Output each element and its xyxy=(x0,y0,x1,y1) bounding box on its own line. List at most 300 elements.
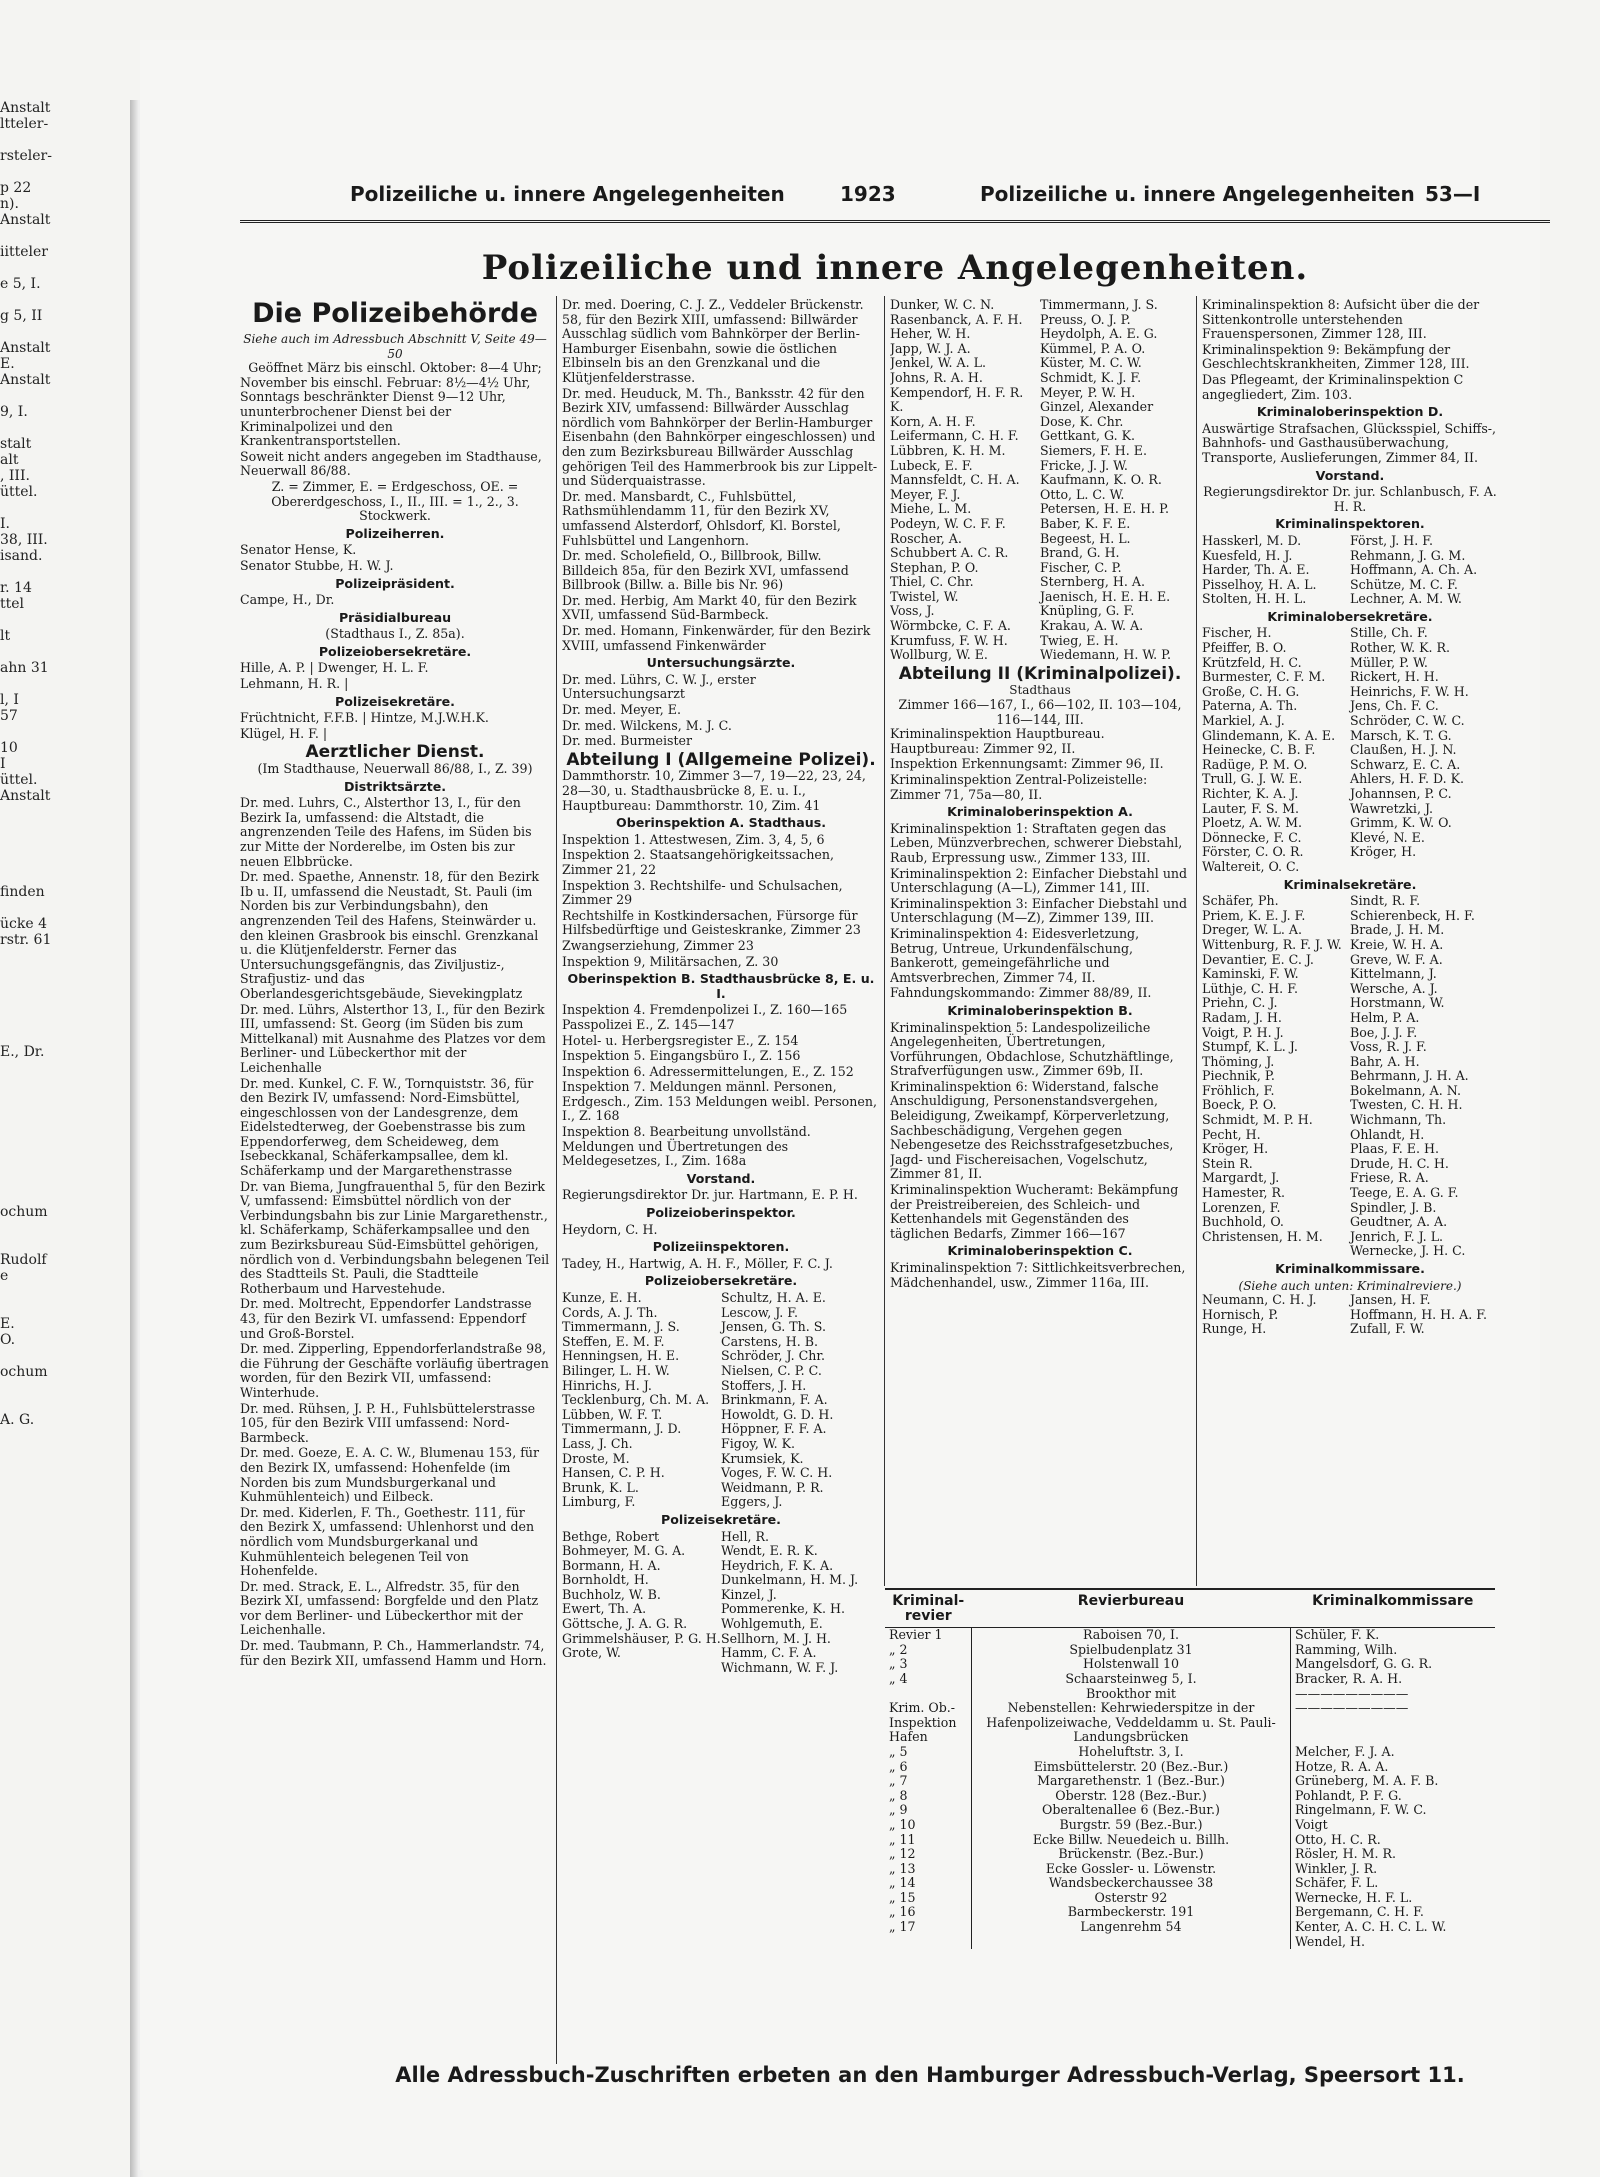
margin-fragment: Anstalt xyxy=(0,372,51,388)
list-item: Schröder, C. W. C. xyxy=(1350,713,1465,729)
table-cell: „ 17 xyxy=(889,1919,916,1935)
list-item: Kröger, H. xyxy=(1202,1141,1269,1157)
table-cell: Rösler, H. M. R. xyxy=(1295,1846,1397,1862)
section-heading: Vorstand. xyxy=(1315,467,1385,483)
table-cell: „ 16 xyxy=(889,1904,916,1920)
column-abteilung-1 xyxy=(562,298,880,2058)
table-cell: „ 12 xyxy=(889,1846,916,1862)
margin-fragment xyxy=(0,420,128,436)
table-cell: Brookthor mit xyxy=(972,1687,1291,1702)
list-item: Thöming, J. xyxy=(1202,1053,1275,1069)
paragraph: Kriminalinspektion 4: Eidesverletzung, Betrug, Untreue, Urkundenfälschung, Bankerott, gemeingefährliche und Amtsverbrechen, Zimmer 74, II. xyxy=(890,925,1140,985)
list-item: Lechner, A. M. W. xyxy=(1350,591,1462,607)
list-item: Meyer, F. J. xyxy=(890,486,961,502)
section-heading: Distriktsärzte. xyxy=(343,778,447,794)
margin-fragment: I xyxy=(0,756,6,772)
list-item: Först, J. H. F. xyxy=(1350,532,1434,548)
paragraph: Zwangserziehung, Zimmer 23 xyxy=(562,937,754,953)
list-item: Hinrichs, H. J. xyxy=(562,1377,652,1393)
paragraph: Dr. med. Herbig, Am Markt 40, für den Bezirk XVII, umfassend Süd-Barmbeck. xyxy=(562,592,857,623)
margin-fragment xyxy=(0,1188,128,1204)
margin-fragment xyxy=(0,1348,128,1364)
paragraph: Rechtshilfe in Kostkindersachen, Fürsorge für Hilfsbedürftige und Geisteskranke, Zimmer 23 xyxy=(562,907,861,938)
column-divider xyxy=(556,296,557,2064)
list-item: Wiedemann, H. W. P. xyxy=(1040,647,1172,663)
margin-fragment xyxy=(0,1220,128,1236)
name-list-right xyxy=(1350,534,1498,607)
list-item: Mannsfeldt, C. H. A. xyxy=(890,472,1020,488)
list-item: Krakau, A. W. A. xyxy=(1040,618,1144,634)
margin-fragment xyxy=(0,228,128,244)
paragraph: Dr. med. Kunkel, C. F. W., Tornquiststr. 36, für den Bezirk IV, umfassend: Nord-Eimsbüttel, eingeschlossen von der Landesgrenze, dem Eidelstedterweg, der Goebenstrasse bis zum Eppendorferweg, dem Scheideweg, dem Isebeckkanal, Schäferkampsallee, dem kl. Schäferkamp und der Margarethenstrasse xyxy=(240,1075,534,1179)
margin-fragment xyxy=(0,900,128,916)
table-cell: Kenter, A. C. H. C. L. W. xyxy=(1295,1919,1447,1935)
list-item: Dreger, W. L. A. xyxy=(1202,922,1302,938)
paragraph: Senator Stubbe, H. W. J. xyxy=(240,557,394,573)
paragraph: Kriminalinspektion 1: Straftaten gegen das Leben, Münzverbrechen, schwerer Diebstahl, Raub, Erpressung usw., Zimmer 133, III. xyxy=(890,820,1183,865)
section-heading: Untersuchungsärzte. xyxy=(646,655,796,671)
margin-fragment: e xyxy=(0,1268,9,1284)
paragraph: Klügel, H. F. | xyxy=(240,725,328,741)
margin-fragment: 57 xyxy=(0,708,18,724)
list-item: Richter, K. A. J. xyxy=(1202,786,1299,801)
paragraph: Inspektion 2. Staatsangehörigkeitssachen, Zimmer 21, 22 xyxy=(562,847,835,877)
list-item: Voges, F. W. C. H. xyxy=(721,1465,833,1481)
list-item: Wawretzki, J. xyxy=(1350,800,1434,816)
paragraph: Dr. med. Homann, Finkenwärder, für den Bezirk XVIII, umfassend Finkenwärder xyxy=(562,623,871,653)
table-row xyxy=(885,1657,1495,1672)
margin-fragment: üttel. xyxy=(0,772,38,788)
table-cell: Osterstr 92 xyxy=(972,1891,1291,1906)
list-item: Förster, C. O. R. xyxy=(1202,844,1304,860)
list-item: Devantier, E. C. J. xyxy=(1202,951,1314,967)
table-cell: Spielbudenplatz 31 xyxy=(972,1643,1291,1658)
paragraph: Dammthorstr. 10, Zimmer 3—7, 19—22, 23, 24, 28—30, u. Stadthausbrücke 8, E. u. I., Hauptbureau: Dammthorstr. 10, Zim. 41 xyxy=(562,768,866,813)
paragraph: Dr. med. Mansbardt, C., Fuhlsbüttel, Rathsmühlendamm 11, für den Bezirk XV, umfassend Alsterdorf, Ohlsdorf, Kl. Borstel, Fuhlsbüttel und Langenhorn. xyxy=(562,488,841,548)
margin-fragment: , III. xyxy=(0,468,30,484)
section-heading: Polizeiobersekretäre. xyxy=(318,643,472,659)
table-cell: „ 10 xyxy=(889,1816,916,1832)
list-item: Twistel, W. xyxy=(890,588,959,604)
table-row xyxy=(885,1687,1495,1702)
table-cell: „ 14 xyxy=(889,1875,916,1891)
margin-fragment xyxy=(0,324,128,340)
list-item: Jaenisch, H. E. H. E. xyxy=(1040,588,1171,604)
table-row xyxy=(885,1891,1495,1906)
list-item: Schultz, H. A. E. xyxy=(721,1290,826,1305)
paragraph: Inspektion 8. Bearbeitung unvollständ. Meldungen und Übertretungen des Meldegesetzes, I., Zim. 168a xyxy=(562,1124,811,1169)
name-list-left xyxy=(1202,626,1350,874)
paragraph: Dr. med. Zipperling, Eppendorferlandstraße 98, die Führung der Geschäfte vorläufig übertragen worden, für den Bezirk VII, umfassend: Winterhude. xyxy=(240,1341,549,1400)
list-item: Fischer, C. P. xyxy=(1040,559,1122,575)
table-row xyxy=(885,1701,1495,1745)
margin-fragment: p 22 xyxy=(0,180,32,196)
table-cell: Mangelsdorf, G. G. R. xyxy=(1295,1656,1433,1672)
note-text: Siehe auch im Adressbuch Abschnitt V, Seite 49—50 xyxy=(243,332,547,361)
name-list-right xyxy=(721,1530,880,1676)
section-heading: Kriminaloberinspektion C. xyxy=(947,1243,1133,1259)
name-list-left xyxy=(1202,1293,1350,1337)
margin-fragment xyxy=(0,1124,128,1140)
table-row xyxy=(885,1774,1495,1789)
list-item: Gettkant, G. K. xyxy=(1040,428,1135,444)
list-item: Krützfeld, H. C. xyxy=(1202,654,1302,670)
paragraph: Auswärtige Strafsachen, Glücksspiel, Schiffs-, Bahnhofs- und Gasthausüberwachung, Transporte, Auslieferungen, Zimmer 84, II. xyxy=(1202,420,1497,465)
margin-fragment: rstr. 61 xyxy=(0,932,52,948)
paragraph: Lehmann, H. R. | xyxy=(240,676,349,692)
paragraph: Kriminalinspektion 3: Einfacher Diebstahl und Unterschlagung (M—Z), Zimmer 139, III. xyxy=(890,895,1188,926)
list-item: Meyer, P. W. H. xyxy=(1040,384,1136,400)
list-item: Schierenbeck, H. F. xyxy=(1350,907,1475,923)
list-item: Rickert, H. H. xyxy=(1350,669,1439,685)
list-item: Bohmeyer, M. G. A. xyxy=(562,1543,686,1559)
table-cell: Brückenstr. (Bez.-Bur.) xyxy=(972,1847,1291,1862)
list-item: Plaas, F. E. H. xyxy=(1350,1141,1439,1157)
table-cell: Wandsbeckerchaussee 38 xyxy=(972,1876,1291,1891)
list-item: Roscher, A. xyxy=(890,530,962,546)
list-item: Krumsiek, K. xyxy=(721,1450,804,1466)
margin-fragment: rsteler- xyxy=(0,148,52,164)
list-item: Schmidt, M. P. H. xyxy=(1202,1112,1313,1128)
margin-fragment xyxy=(0,1140,128,1156)
margin-fragment xyxy=(0,1300,128,1316)
list-item: Rasenbanck, A. F. H. xyxy=(890,311,1023,327)
list-item: Stolten, H. H. L. xyxy=(1202,591,1307,607)
list-item: Radüge, P. M. O. xyxy=(1202,756,1308,772)
margin-fragment xyxy=(0,836,128,852)
section-heading: Kriminalinspektoren. xyxy=(1275,516,1425,532)
list-item: Heydolph, A. E. G. xyxy=(1040,326,1158,342)
list-item: Waltereit, O. C. xyxy=(1202,858,1300,874)
paragraph: Regierungsdirektor Dr. jur. Hartmann, E. P. H. xyxy=(562,1187,858,1203)
list-item: Bahr, A. H. xyxy=(1350,1053,1420,1069)
paragraph: Dr. med. Lührs, Alsterthor 13, I., für den Bezirk III, umfassend: St. Georg (im Süden bis zum Mittelkanal) mit Ausnahme des Platzes vor dem Berliner- und Lübeckerthor mit der Leichenhalle xyxy=(240,1001,546,1075)
table-cell: Hoheluftstr. 3, I. xyxy=(972,1745,1291,1760)
list-item: Stein R. xyxy=(1202,1155,1253,1171)
section-heading: Präsidialbureau xyxy=(338,609,452,625)
list-item: Lubeck, E. F. xyxy=(890,457,973,473)
list-item: Brade, J. H. M. xyxy=(1350,922,1445,938)
list-item: Buchholz, W. B. xyxy=(562,1586,661,1602)
margin-fragment xyxy=(0,1380,128,1396)
paragraph: Kriminalinspektion 2: Einfacher Diebstahl und Unterschlagung (A—L), Zimmer 141, III. xyxy=(890,865,1188,896)
name-list-left xyxy=(890,298,1040,663)
list-item: Ploetz, A. W. M. xyxy=(1202,815,1302,831)
list-item: Burmester, C. F. M. xyxy=(1202,669,1326,685)
list-item: Schäfer, Ph. xyxy=(1202,893,1279,909)
section-heading: Oberinspektion A. Stadthaus. xyxy=(615,815,826,831)
list-item: Fischer, H. xyxy=(1202,625,1272,641)
list-item: Schmidt, K. J. F. xyxy=(1040,369,1142,385)
list-item: Grimm, K. W. O. xyxy=(1350,815,1452,831)
table-cell xyxy=(885,1935,972,1950)
table-cell: Otto, H. C. R. xyxy=(1295,1831,1381,1847)
paragraph: Hille, A. P. | Dwenger, H. L. F. xyxy=(240,660,429,676)
margin-fragment: alt xyxy=(0,452,19,468)
list-item: Pfeiffer, B. O. xyxy=(1202,640,1287,656)
table-cell: Grüneberg, M. A. F. B. xyxy=(1295,1773,1439,1789)
list-item: Rehmann, J. G. M. xyxy=(1350,547,1466,563)
section-heading: Polizeioberinspektor. xyxy=(646,1205,796,1221)
list-item: Stumpf, K. L. J. xyxy=(1202,1039,1298,1055)
list-item: Wendt, E. R. K. xyxy=(721,1543,818,1559)
list-item: Wittenburg, R. F. J. W. xyxy=(1202,936,1342,952)
table-cell: Burgstr. 59 (Bez.-Bur.) xyxy=(972,1818,1291,1833)
table-row xyxy=(885,1818,1495,1833)
list-item: Kaufmann, K. O. R. xyxy=(1040,472,1162,488)
list-item: Heinecke, C. B. F. xyxy=(1202,742,1316,758)
column-kriminal xyxy=(1202,298,1498,1588)
list-item: Grote, W. xyxy=(562,1645,621,1661)
list-item: Siemers, F. H. E. xyxy=(1040,442,1147,458)
table-cell xyxy=(885,1687,972,1702)
list-item: Zufall, F. W. xyxy=(1350,1321,1425,1337)
paragraph: Inspektion 1. Attestwesen, Zim. 3, 4, 5, 6 xyxy=(562,831,825,847)
list-item: Heinrichs, F. W. H. xyxy=(1350,683,1469,699)
list-item: Heher, W. H. xyxy=(890,326,971,342)
paragraph: Kriminalinspektion 6: Widerstand, falsche Anschuldigung, Personenstandsvergehen, Beleidigung, Zweikampf, Körperverletzung, Sachbeschädigung, Vergehen gegen Nebengesetze des Reichsstrafgesetzbuches, Jagd- und Fischereisachen, Vogelschutz, Zimmer 81, II. xyxy=(890,1078,1174,1182)
table-cell: Oberstr. 128 (Bez.-Bur.) xyxy=(972,1789,1291,1804)
table-header: Kriminalkommissare xyxy=(1291,1589,1496,1628)
margin-fragment xyxy=(0,676,128,692)
list-item: Teege, E. A. G. F. xyxy=(1350,1185,1459,1201)
section-heading: Kriminalkommissare. xyxy=(1275,1261,1425,1276)
list-item: Ginzel, Alexander xyxy=(1040,399,1154,415)
paragraph: Dr. med. Goeze, E. A. C. W., Blumenau 153, für den Bezirk IX, umfassend: Hohenfelde (im Norden bis zum Mundsburgerkanal und Kuhmühlenteich) und Eilbeck. xyxy=(240,1445,539,1505)
table-cell: Raboisen 70, I. xyxy=(972,1628,1291,1643)
paragraph: Tadey, H., Hartwig, A. H. F., Möller, F. C. J. xyxy=(562,1255,833,1271)
publisher-footer: Alle Adressbuch-Zuschriften erbeten an den Hamburger Adressbuch-Verlag, Speersort 11. xyxy=(395,2063,1465,2087)
paragraph: Kriminalinspektion Wucheramt: Bekämpfung der Preistreibereien, des Schleich- und Kettenhandels mit Gegenständen des täglichen Bedarfs, Zimmer 166—167 xyxy=(890,1182,1179,1241)
paragraph: Dr. med. Wilckens, M. J. C. xyxy=(562,717,732,733)
table-row xyxy=(885,1789,1495,1804)
margin-fragment xyxy=(0,1156,128,1172)
paragraph: Kriminalinspektion Zentral-Polizeistelle: Zimmer 71, 75a—80, II. xyxy=(890,772,1148,802)
margin-fragment: r. 14 xyxy=(0,580,32,596)
margin-fragment: 10 xyxy=(0,740,18,756)
margin-fragment xyxy=(0,564,128,580)
obersekretaere-list xyxy=(1202,626,1498,874)
list-item: Japp, W. J. A. xyxy=(890,340,971,356)
margin-fragment: Anstalt xyxy=(0,788,51,804)
page-title: Polizeiliche und innere Angelegenheiten. xyxy=(481,248,1309,288)
margin-fragment: iitteler xyxy=(0,244,48,260)
list-item: Stoffers, J. H. xyxy=(721,1377,807,1393)
margin-fragment: Rudolf xyxy=(0,1252,47,1268)
table-cell: „ 4 xyxy=(889,1670,908,1686)
list-item: Wohlgemuth, E. xyxy=(721,1616,823,1632)
list-item: Brand, G. H. xyxy=(1040,545,1120,561)
table-cell: Margarethenstr. 1 (Bez.-Bur.) xyxy=(972,1774,1291,1789)
margin-fragment xyxy=(0,804,128,820)
section-heading: Polizeisekretäre. xyxy=(335,693,455,709)
paragraph: Kriminalinspektion Hauptbureau. Hauptbureau: Zimmer 92, II. xyxy=(890,726,1105,756)
margin-fragment xyxy=(0,644,128,660)
running-header xyxy=(350,182,1490,210)
list-item: Jens, Ch. F. C. xyxy=(1350,698,1439,714)
list-item: Sindt, R. F. xyxy=(1350,893,1421,909)
list-item: Cords, A. J. Th. xyxy=(562,1304,658,1320)
list-item: Baber, K. F. E. xyxy=(1040,515,1131,531)
table-row xyxy=(885,1628,1495,1643)
paragraph: Dr. med. Kiderlen, F. Th., Goethestr. 111, für den Bezirk X, umfassend: Uhlenhorst und den nördlich vom Mundsburgerkanal und Kuhmühlenteich belegenen Teil von Hohenfelde. xyxy=(240,1504,535,1579)
margin-fragment: E., Dr. xyxy=(0,1044,45,1060)
name-list-left xyxy=(1202,894,1350,1259)
column-abteilung-2 xyxy=(890,298,1190,1588)
list-item: Pecht, H. xyxy=(1202,1126,1261,1142)
list-item: Twesten, C. H. H. xyxy=(1350,1097,1463,1113)
list-item: Neumann, C. H. J. xyxy=(1202,1292,1317,1308)
list-item: Lass, J. Ch. xyxy=(562,1435,633,1451)
list-item: Christensen, H. M. xyxy=(1202,1228,1323,1244)
table-row xyxy=(885,1862,1495,1877)
list-item: Timmermann, J. S. xyxy=(1040,298,1158,312)
paragraph: November bis einschl. Februar: 8½—4½ Uhr, Sonntags beschränkter Dienst 9—12 Uhr, ununterbrochener Dienst bei der Kriminalpolizei und den Krankentransportstellen. xyxy=(240,374,531,449)
list-item: Schütze, M. C. F. xyxy=(1350,576,1458,592)
paragraph: Dr. med. Moltrecht, Eppendorfer Landstrasse 43, für den Bezirk VI. umfassend: Eppendorf und Groß-Borstel. xyxy=(240,1296,532,1341)
list-item: Lauter, F. S. M. xyxy=(1202,800,1300,816)
table-row xyxy=(885,1803,1495,1818)
paragraph: Inspektion Erkennungsamt: Zimmer 96, II. xyxy=(890,756,1164,772)
table-cell: Schäfer, F. L. xyxy=(1295,1875,1379,1891)
paragraph: Kriminalinspektion 7: Sittlichkeitsverbrechen, Mädchenhandel, usw., Zimmer 116a, III. xyxy=(890,1260,1186,1290)
list-item: Hoffmann, H. H. A. F. xyxy=(1350,1306,1488,1322)
list-item: Boeck, P. O. xyxy=(1202,1097,1277,1113)
table-cell: Schüler, F. K. xyxy=(1295,1627,1380,1643)
table-cell: „ 5 xyxy=(889,1743,908,1759)
paragraph: Inspektion 3. Rechtshilfe- und Schulsachen, Zimmer 29 xyxy=(562,877,843,908)
margin-fragment: A. G. xyxy=(0,1412,35,1428)
list-item: Kreie, W. H. A. xyxy=(1350,936,1444,952)
list-item: Höppner, F. F. A. xyxy=(721,1421,827,1437)
list-item: Buchhold, O. xyxy=(1202,1214,1284,1230)
list-item: Göttsche, J. A. G. R. xyxy=(562,1616,688,1632)
list-item: Kuesfeld, H. J. xyxy=(1202,547,1293,563)
paragraph: Dr. med. Scholefield, O., Billbrook, Billw. Billdeich 85a, für den Bezirk XVI, umfassend Billbrook (Billw. a. Bille bis Nr. 96) xyxy=(562,548,849,593)
list-item: Ewert, Th. A. xyxy=(562,1601,647,1617)
list-item: Jenkel, W. A. L. xyxy=(890,355,986,371)
table-row xyxy=(885,1833,1495,1848)
margin-fragment xyxy=(0,964,128,980)
table-row xyxy=(885,1920,1495,1935)
list-item: Wichmann, W. F. J. xyxy=(721,1659,839,1675)
section-heading: Kriminalobersekretäre. xyxy=(1267,608,1433,624)
table-row xyxy=(885,1643,1495,1658)
centered-text: Zimmer 166—167, I., 66—102, II. 103—104, 116—144, III. xyxy=(898,697,1182,727)
table-row xyxy=(885,1935,1495,1950)
list-item: Priehn, C. J. xyxy=(1202,995,1278,1011)
list-item: Heydrich, F. K. A. xyxy=(721,1557,834,1573)
table-cell: „ 7 xyxy=(889,1773,908,1789)
list-item: Voss, R. J. F. xyxy=(1350,1039,1427,1055)
paragraph: Campe, H., Dr. xyxy=(240,592,335,608)
table-cell: ————————— xyxy=(1295,1700,1409,1716)
list-item: Limburg, F. xyxy=(562,1494,636,1510)
table-cell: „ 9 xyxy=(889,1802,908,1818)
paragraph: Dr. med. Spaethe, Annenstr. 18, für den Bezirk Ib u. II, umfassend die Neustadt, St. Pauli (im Norden bis zur Verbindungsbahn), den angrenzenden Teil des Hafens, Steinwärder u. den kleinen Grasbrook bis einschl. Grenzkanal u. die Klütjenfelderstr. Ferner das Untersuchungsgefängnis, das Ziviljustiz-, Strafjustiz- und das Oberlandesgerichtsgebäude, Sievekingplatz xyxy=(240,869,540,1001)
table-cell: „ 8 xyxy=(889,1787,908,1803)
list-item: Glindemann, K. A. E. xyxy=(1202,727,1336,743)
paragraph: Dr. med. Lührs, C. W. J., erster Untersuchungsarzt xyxy=(562,671,756,702)
table-cell xyxy=(972,1935,1291,1950)
sekretaere-list-cont xyxy=(890,298,1190,663)
list-item: Wollburg, W. E. xyxy=(890,647,988,663)
list-item: Dunker, W. C. N. xyxy=(890,298,995,312)
paragraph: Inspektion 7. Meldungen männl. Personen, Erdgesch., Zim. 153 Meldungen weibl. Personen, I., Z. 168 xyxy=(562,1079,877,1124)
list-item: Kröger, H. xyxy=(1350,844,1417,860)
list-item: Kunze, E. H. xyxy=(562,1290,642,1305)
list-item: Piechnik, P. xyxy=(1202,1068,1275,1084)
list-item: Bilinger, L. H. W. xyxy=(562,1362,670,1378)
section-heading: Polizeiherren. xyxy=(345,525,445,541)
table-cell: Oberaltenallee 6 (Bez.-Bur.) xyxy=(972,1803,1291,1818)
list-item: Hornisch, P. xyxy=(1202,1306,1279,1322)
margin-fragment xyxy=(0,724,128,740)
table-cell: „ 13 xyxy=(889,1860,916,1876)
margin-fragment xyxy=(0,820,128,836)
paragraph: Heydorn, C. H. xyxy=(562,1221,658,1237)
table-row xyxy=(885,1905,1495,1920)
table-row xyxy=(885,1672,1495,1687)
inspektoren-list xyxy=(1202,534,1498,607)
name-list-right xyxy=(1350,626,1498,874)
list-item: Runge, H. xyxy=(1202,1321,1267,1337)
paragraph: Inspektion 6. Adressermittelungen, E., Z. 152 xyxy=(562,1063,854,1079)
section-heading: Kriminaloberinspektion A. xyxy=(947,804,1133,820)
list-item: Knüpling, G. F. xyxy=(1040,603,1135,619)
list-item: Grimmelshäuser, P. G. H. xyxy=(562,1630,721,1646)
kriminalreviere-table xyxy=(885,1588,1495,1949)
list-item: Margardt, J. xyxy=(1202,1170,1280,1186)
paragraph: Dr. med. Taubmann, P. Ch., Hammerlandstr. 74, für den Bezirk XII, umfassend Hamm und Horn. xyxy=(240,1638,547,1668)
list-item: Brunk, K. L. xyxy=(562,1479,639,1495)
margin-fragment: isand. xyxy=(0,548,43,564)
list-item: Geudtner, A. A. xyxy=(1350,1214,1448,1230)
table-row xyxy=(885,1876,1495,1891)
section-heading: Vorstand. xyxy=(686,1170,756,1186)
list-item: Johns, R. A. H. xyxy=(890,369,983,385)
list-item: Bokelmann, A. N. xyxy=(1350,1082,1461,1098)
centered-text: (Im Stadthause, Neuerwall 86/88, I., Z. 39) xyxy=(257,761,533,777)
list-item: Drude, H. C. H. xyxy=(1350,1155,1449,1171)
paragraph: Dr. med. Meyer, E. xyxy=(562,702,681,718)
list-item: Kinzel, J. xyxy=(721,1586,777,1602)
list-item: Lübbren, K. H. M. xyxy=(890,442,1006,458)
page-number: 53—I xyxy=(1425,182,1481,206)
margin-fragment xyxy=(0,1172,128,1188)
margin-fragment xyxy=(0,1060,128,1076)
list-item: Thiel, C. Chr. xyxy=(890,574,974,590)
paragraph: Kriminalinspektion 8: Aufsicht über die der Sittenkontrolle unterstehenden Frauenspersonen, Zimmer 128, III. xyxy=(1202,298,1480,342)
table-cell: Krim. Ob.-Inspektion Hafen xyxy=(889,1700,957,1745)
section-heading: Oberinspektion B. Stadthausbrücke 8, E. u. I. xyxy=(567,971,875,1001)
kriminalsekretaere-list xyxy=(1202,894,1498,1259)
margin-fragment: ochum xyxy=(0,1204,48,1220)
margin-fragment: Anstalt xyxy=(0,100,51,116)
list-item: Ohlandt, H. xyxy=(1350,1126,1425,1142)
list-item: Müller, P. W. xyxy=(1350,654,1428,670)
paragraph: Kriminalinspektion 5: Landespolizeiliche Angelegenheiten, Übertretungen, Vorführungen, Obdachlose, Schutzhäftlinge, Strafverfügungen usw., Zimmer 69b, II. xyxy=(890,1019,1174,1079)
margin-fragment xyxy=(0,1092,128,1108)
list-item: Krumfuss, F. W. H. xyxy=(890,632,1008,648)
section-heading: Abteilung I (Allgemeine Polizei). xyxy=(566,749,876,770)
section-heading: Aerztlicher Dienst. xyxy=(305,742,485,763)
list-item: Schwarz, E. C. A. xyxy=(1350,756,1461,772)
margin-fragment xyxy=(0,500,128,516)
margin-fragment xyxy=(0,132,128,148)
list-item: Jensen, G. Th. S. xyxy=(721,1319,826,1335)
list-item: Harder, Th. A. E. xyxy=(1202,562,1310,578)
